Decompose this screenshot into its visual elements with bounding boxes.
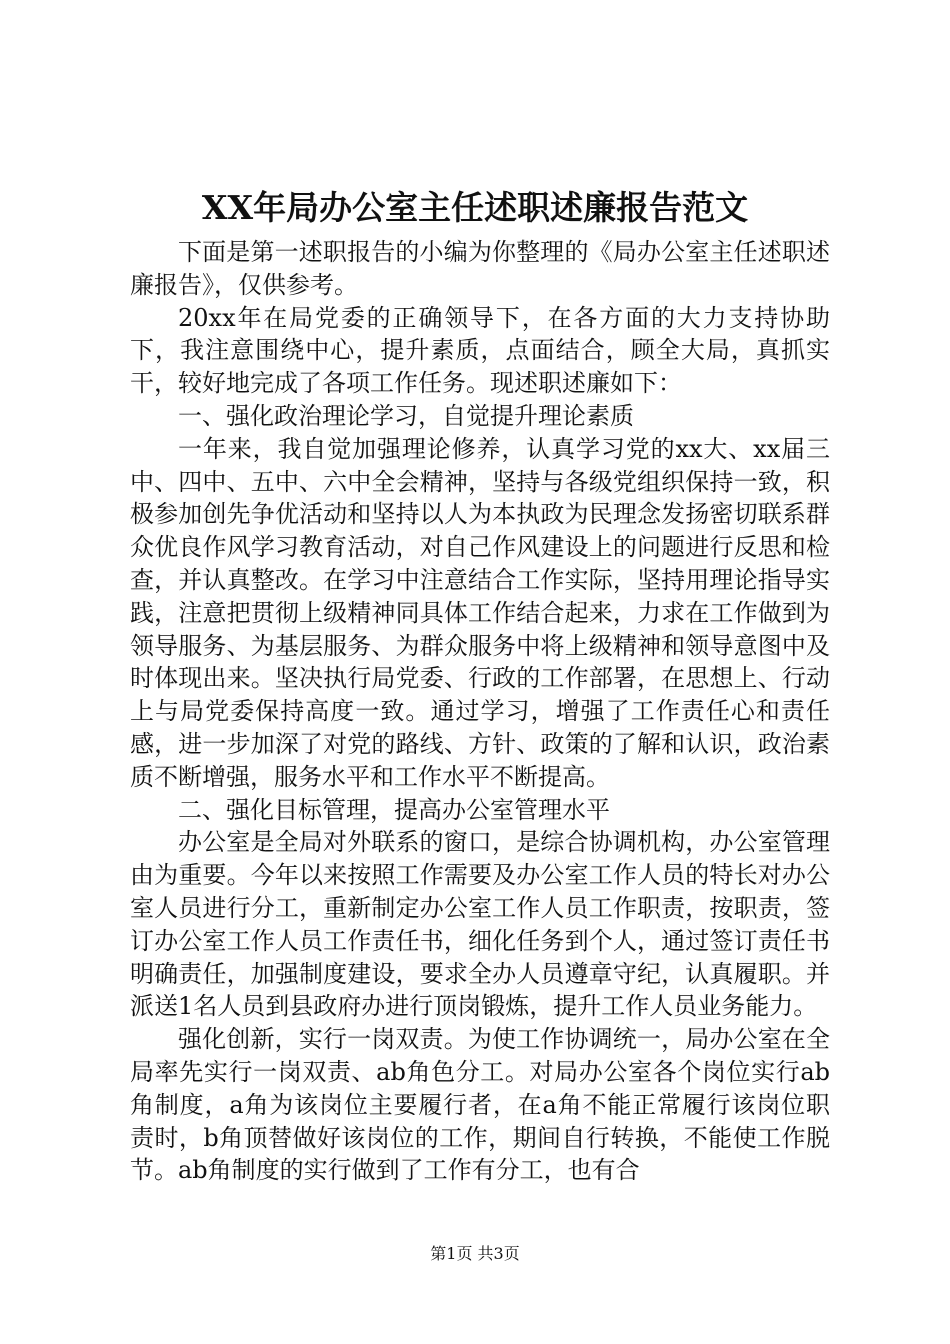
page-footer: 第1页 共3页 (430, 1244, 520, 1263)
document-body (130, 236, 830, 1187)
paragraph-office-management: 办公室是全局对外联系的窗口，是综合协调机构，办公室管理由为重要。今年以来按照工作需要及办公室工作人员的特长对办公室人员进行分工，重新制定办公室工作人员工作职责，按职责，签订办公室工作人员工作责任书，细化任务到个人，通过签订责任书明确责任，加强制度建设，要求全办人员遵章守纪，认真履职。并派送1名人员到县政府办进行顶岗锻炼，提升工作人员业务能力。 (130, 828, 830, 1021)
document-title: XX年局办公室主任述职述廉报告范文 (201, 188, 749, 227)
paragraph-theory-study: 一年来，我自觉加强理论修养，认真学习党的xx大、xx届三中、四中、五中、六中全会精神，坚持与各级党组织保持一致，积极参加创先争优活动和坚持以人为本执政为民理念发扬密切联系群众优良作风学习教育活动，对自己作风建设上的问题进行反思和检查，并认真整改。在学习中注意结合工作实际，坚持用理论指导实践，注意把贯彻上级精神同具体工作结合起来，力求在工作做到为领导服务、为基层服务、为群众服务中将上级精神和领导意图中及时体现出来。坚决执行局党委、行政的工作部署，在思想上、行动上与局党委保持高度一致。通过学习，增强了工作责任心和责任感，进一步加深了对党的路线、方针、政策的了解和认识，政治素质不断增强，服务水平和工作水平不断提高。 (130, 434, 830, 791)
paragraph-opening: 20xx年在局党委的正确领导下，在各方面的大力支持协助下，我注意围绕中心，提升素质，点面结合，顾全大局，真抓实干，较好地完成了各项工作任务。现述职述廉如下： (130, 303, 830, 398)
paragraph-intro: 下面是第一述职报告的小编为你整理的《局办公室主任述职述廉报告》，仅供参考。 (130, 238, 830, 299)
section-heading-2: 二、强化目标管理，提高办公室管理水平 (178, 795, 610, 824)
paragraph-innovation: 强化创新，实行一岗双责。为使工作协调统一，局办公室在全局率先实行一岗双责、ab角色分工。对局办公室各个岗位实行ab角制度，a角为该岗位主要履行者，在a角不能正常履行该岗位职责时，b角顶替做好该岗位的工作，期间自行转换，不能使工作脱节。ab角制度的实行做到了工作有分工，也有合 (130, 1025, 830, 1185)
section-heading-1: 一、强化政治理论学习，自觉提升理论素质 (178, 401, 634, 430)
